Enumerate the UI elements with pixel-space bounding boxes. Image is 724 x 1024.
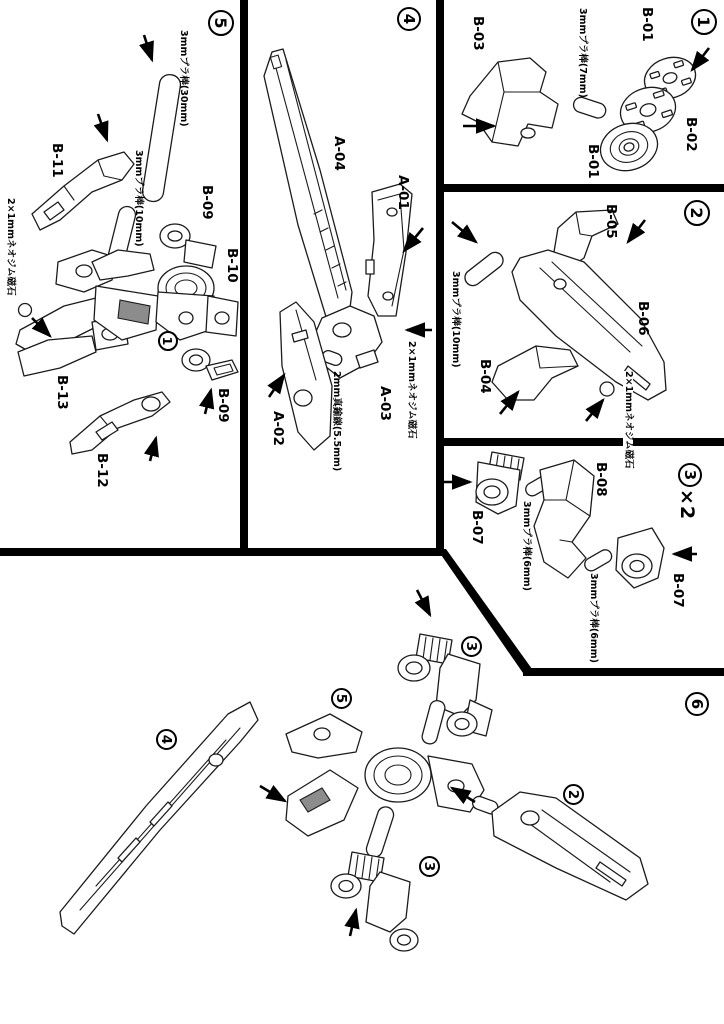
step4-number bbox=[397, 7, 421, 31]
step1-number bbox=[691, 9, 717, 35]
step6-ref4-text: 4 bbox=[158, 734, 175, 745]
label-b01-bottom: B-01 bbox=[585, 144, 602, 179]
label-b10: B-10 bbox=[224, 248, 241, 283]
label-a04: A-04 bbox=[331, 136, 348, 171]
step5-number bbox=[208, 10, 234, 36]
label-b01-top: B-01 bbox=[639, 7, 656, 42]
assembly2-drawing bbox=[471, 789, 648, 900]
label-b09-bottom: B-09 bbox=[215, 388, 232, 423]
label-brass-wire: 2mm真鍮線(5.5mm) bbox=[330, 371, 342, 472]
magnet-drawing-step2 bbox=[600, 382, 614, 396]
label-b06: B-06 bbox=[635, 301, 652, 336]
assembly3-bottom-drawing bbox=[331, 852, 418, 951]
step3-number-text: 3 bbox=[681, 469, 699, 481]
step5-number-text: 5 bbox=[211, 17, 231, 29]
label-b07-left: B-07 bbox=[469, 510, 486, 545]
label-rod7mm: 3mmプラ棒(7mm) bbox=[576, 8, 588, 98]
step6-ref3b-number bbox=[419, 856, 440, 877]
label-rod6mm-a: 3mmプラ棒(6mm) bbox=[520, 501, 532, 591]
part-b09-bottom-drawing bbox=[182, 349, 238, 380]
label-rod10mm-b: 3mmプラ棒(10mm) bbox=[132, 150, 144, 247]
step1-number-text: 1 bbox=[694, 16, 714, 28]
step6-number-text: 6 bbox=[688, 698, 706, 710]
label-magnet-step5: 2×1mmネオジム磁石 bbox=[4, 198, 16, 296]
step6-ref5-text: 5 bbox=[333, 693, 350, 704]
magnet-drawing-step5 bbox=[19, 304, 32, 317]
part-rod7mm-drawing bbox=[572, 95, 608, 119]
label-b03: B-03 bbox=[470, 16, 487, 51]
step2-number-text: 2 bbox=[687, 207, 707, 219]
label-rod6mm-b: 3mmプラ棒(6mm) bbox=[587, 573, 599, 663]
part-b04-drawing bbox=[492, 346, 578, 400]
label-rod30mm: 3mmプラ棒(30mm) bbox=[177, 30, 189, 127]
label-step3-multiplier: ×2 bbox=[675, 489, 698, 521]
step6-ref3a-text: 3 bbox=[463, 641, 480, 652]
step5-substep1-number bbox=[158, 331, 178, 351]
step6-number bbox=[685, 692, 709, 716]
label-rod10mm: 3mmプラ棒(10mm) bbox=[449, 271, 461, 368]
label-magnet-step2: 2×1mmネオジム磁石 bbox=[622, 371, 634, 469]
label-b11: B-11 bbox=[49, 143, 66, 178]
label-b02: B-02 bbox=[683, 117, 700, 152]
step5-substep1-text: 1 bbox=[160, 336, 176, 346]
step6-ref2-text: 2 bbox=[565, 789, 582, 800]
label-a03: A-03 bbox=[377, 386, 394, 421]
label-b07-right: B-07 bbox=[670, 573, 687, 608]
part-rod6mm-b-drawing bbox=[582, 547, 614, 573]
label-a01: A-01 bbox=[395, 175, 412, 210]
step6-ref3a-number bbox=[461, 636, 482, 657]
label-b08: B-08 bbox=[593, 462, 610, 497]
step6-ref4-number bbox=[156, 729, 177, 750]
step6-ref2-number bbox=[563, 784, 584, 805]
part-b03-drawing bbox=[462, 58, 558, 146]
part-b07-left-drawing bbox=[476, 452, 524, 514]
label-b12: B-12 bbox=[94, 453, 111, 488]
part-rod10mm-drawing bbox=[462, 249, 507, 289]
step6-ref3b-text: 3 bbox=[421, 861, 438, 872]
label-b13: B-13 bbox=[54, 375, 71, 410]
part-b08-drawing bbox=[534, 460, 594, 578]
part-b07-right-drawing bbox=[616, 528, 664, 588]
step6-ref5-number bbox=[331, 688, 352, 709]
step3-number bbox=[678, 463, 702, 487]
label-b09-top: B-09 bbox=[199, 185, 216, 220]
step2-number bbox=[684, 200, 710, 226]
part-a04-drawing bbox=[264, 49, 352, 324]
label-b05: B-05 bbox=[603, 204, 620, 239]
label-b04: B-04 bbox=[477, 359, 494, 394]
label-magnet-step4: 2×1mmネオジム磁石 bbox=[405, 341, 417, 439]
label-a02: A-02 bbox=[270, 411, 287, 446]
part-rod30mm-drawing bbox=[141, 73, 182, 203]
step4-number-text: 4 bbox=[400, 13, 418, 25]
part-b09-top-drawing bbox=[160, 224, 216, 268]
